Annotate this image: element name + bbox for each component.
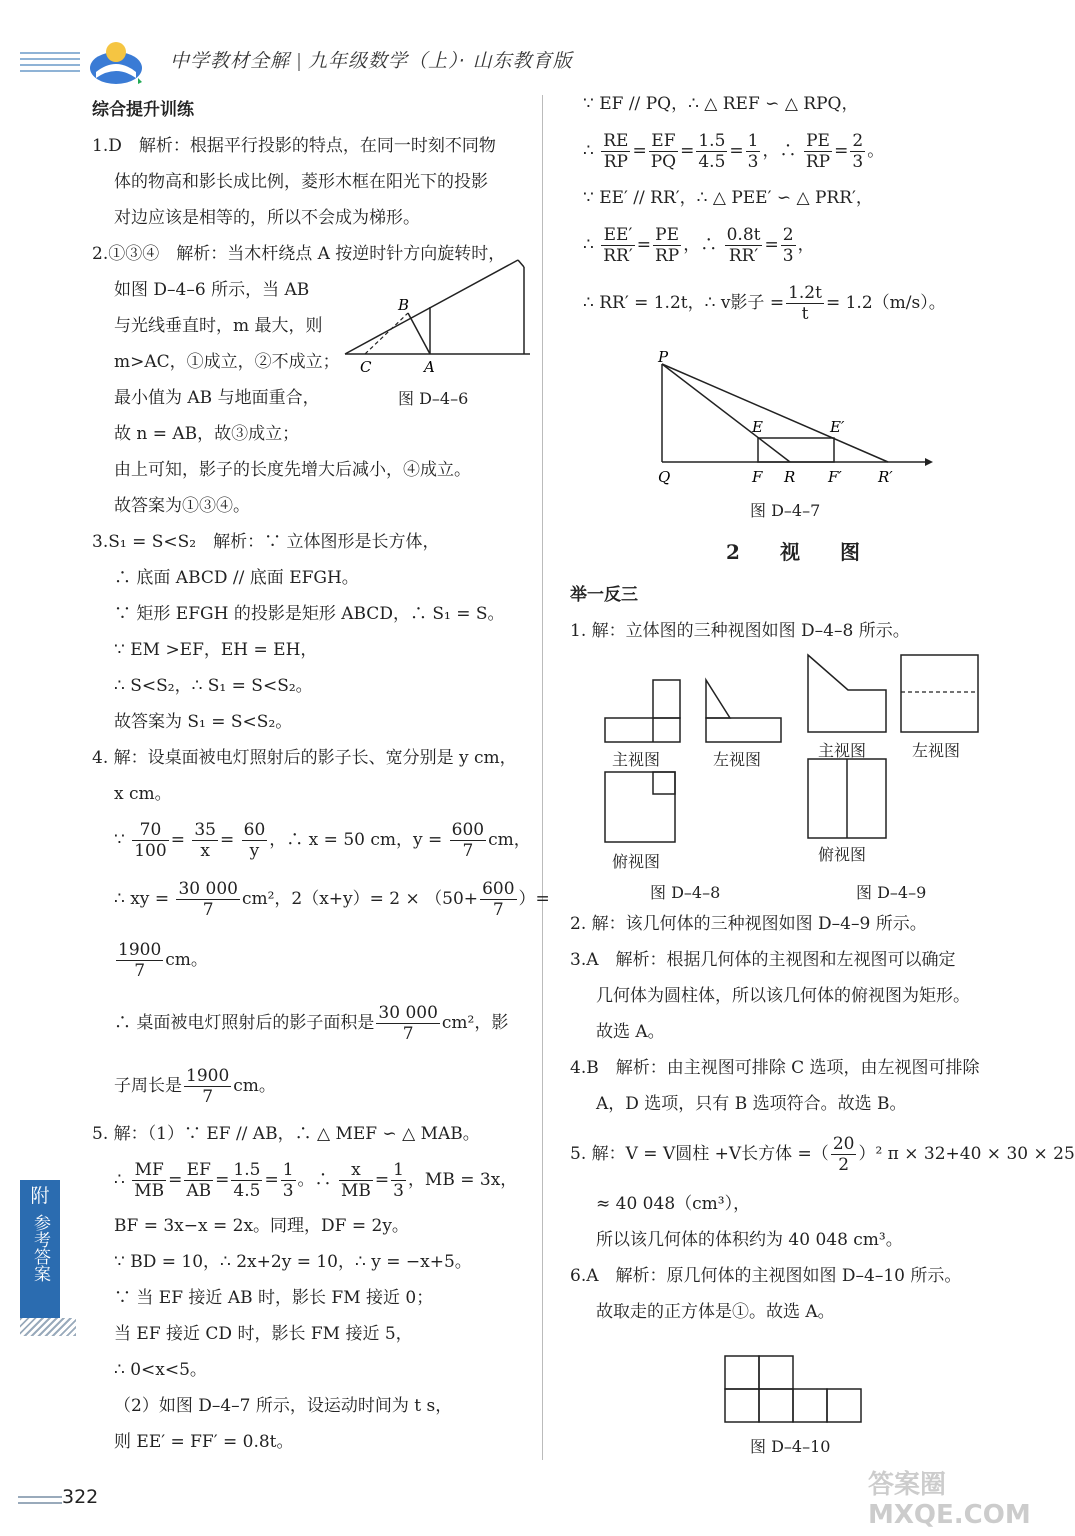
s3-line: 3.A 解析：根据几何体的主视图和左视图可以确定 [570,950,956,970]
front-view-label: 主视图 [612,750,661,769]
s5-line: ≈ 40 048（cm³）， [596,1194,751,1214]
book-logo-icon [88,38,144,86]
q4-equation-2: ∴ xy = $\frac{30 000}{7}$ cm²，2（x+y）= 2 × （50+ $\frac{600}{7}$ ）= [114,879,550,920]
q4-equation-5: 子周长是 $\frac{1900}{7}$ cm。 [114,1066,276,1107]
label-f-prime: F′ [828,468,842,486]
r-equation-3: ∴ RR′ = 1.2t，∴ v影子 = $\frac{1.2t}{t}$ = 1.2（m/s）。 [583,283,946,324]
figure-caption: 图 D–4–6 [398,389,469,408]
page-number: 322 [62,1486,99,1508]
figure-d-4-7 [650,348,935,490]
q3-line: 故答案为 S₁ = S<S₂。 [114,712,293,732]
tab-decoration [20,1318,76,1336]
appendix-tab [20,1180,60,1319]
top-view-label: 俯视图 [612,852,661,871]
q5-line: ∴ 0<x<5。 [114,1360,207,1380]
label-a: A [424,358,435,376]
r-equation-1: ∴ $\frac{RE}{RP}$ = $\frac{EF}{PQ}$ = $\frac{1.5}{4.5}$ = $\frac{1}{3}$ ，∴ $\frac{PE}{RP}$ = $\frac{2}{3}$ 。 [583,131,885,172]
answer-key-label: 参考答案 [30,1214,50,1282]
label-e: E [752,418,763,436]
s6-line: 6.A 解析：原几何体的主视图如图 D–4–10 所示。 [570,1266,962,1286]
column-divider [542,95,543,1460]
label-r: R [784,468,796,486]
q5-line: 则 EE′ = FF′ = 0.8t。 [114,1432,294,1452]
section-title: 2 视 图 [726,540,870,564]
figure-caption: 图 D–4–10 [750,1437,831,1456]
q2-line: 2.①③④ 解析：当木杆绕点 A 按逆时针方向旋转时， [92,244,506,264]
q3-line: ∵ 矩形 EFGH 的投影是矩形 ABCD，∴ S₁ = S。 [114,604,505,624]
q4-equation-4: ∴ 桌面被电灯照射后的影子面积是 $\frac{30 000}{7}$ cm²，影 [114,1003,509,1044]
q5-line: 当 EF 接近 CD 时，影长 FM 接近 5， [114,1324,413,1344]
q4-equation-1: ∵ $\frac{70}{100}$ = $\frac{35}{x}$ = $\frac{60}{y}$ ，∴ x = 50 cm，y = $\frac{600}{7}$ cm， [114,820,531,861]
q4-line: 4. 解：设桌面被电灯照射后的影子长、宽分别是 y cm， [92,748,517,768]
q3-line: ∴ S<S₂，∴ S₁ = S<S₂。 [114,676,313,696]
section-heading: 举一反三 [570,585,638,605]
figure-d-4-6 [340,255,535,375]
q2-line: 如图 D–4–6 所示，当 AB [114,280,310,300]
s1-line: 1. 解：立体图的三种视图如图 D–4–8 所示。 [570,621,910,641]
q5-line: ∵ BD = 10，∴ 2x+2y = 10，∴ y = −x+5。 [114,1252,472,1272]
label-e-prime: E′ [830,418,845,436]
left-view-label: 左视图 [912,741,961,760]
appendix-label: 附 [30,1185,50,1207]
q2-line: 故 n = AB，故③成立； [114,424,300,444]
r-line: ∵ EE′ // RR′，∴ △ PEE′ ∽ △ PRR′， [583,188,873,208]
q2-line: 故答案为①③④。 [114,496,250,516]
header-title [170,46,573,73]
q5-line: BF = 3x−x = 2x。同理，DF = 2y。 [114,1216,409,1236]
s4-line: 4.B 解析：由主视图可排除 C 选项，由左视图可排除 [570,1058,980,1078]
left-view-label: 左视图 [713,750,762,769]
q1-line: 对边应该是相等的，所以不会成为梯形。 [114,208,420,228]
figure-caption: 图 D–4–8 [650,883,721,902]
q3-line: ∵ EM >EF，EH = EH， [114,640,318,660]
label-p: P [658,348,669,366]
header-decoration [20,52,80,76]
q5-equation: ∴ $\frac{MF}{MB}$ = $\frac{EF}{AB}$ = $\frac{1.5}{4.5}$ = $\frac{1}{3}$ 。∴ $\frac{x}{MB}$ = $\frac{1}{3}$ ，MB = 3x， [114,1160,518,1201]
label-q: Q [658,468,671,486]
s2-line: 2. 解：该几何体的三种视图如图 D–4–9 所示。 [570,914,927,934]
figure-caption: 图 D–4–9 [856,883,927,902]
label-r-prime: R′ [878,468,893,486]
front-view-label: 主视图 [818,741,867,760]
page-header [0,0,1050,95]
figure-d-4-10 [720,1352,865,1426]
s3-line: 几何体为圆柱体，所以该几何体的俯视图为矩形。 [596,986,970,1006]
label-c: C [360,358,372,376]
page-number-decoration [18,1496,62,1508]
q4-equation-3: $\frac{1900}{7}$ cm。 [118,940,208,981]
q2-line: 与光线垂直时，m 最大，则 [114,316,323,336]
right-column-mid [570,577,1030,649]
s5-equation: 5. 解：V = V圆柱 +V长方体 =（ $\frac{20}{2}$ ）² π × 32+40 × 30 × 25 [570,1134,1075,1175]
label-b: B [398,296,410,314]
q1-line: 1.D 解析：根据平行投影的特点，在同一时刻不同物 [92,136,496,156]
q5-line: 5. 解：（1）∵ EF // AB，∴ △ MEF ∽ △ MAB。 [92,1124,480,1144]
s4-line: A，D 选项，只有 B 选项符合。故选 B。 [596,1094,907,1114]
book-subtitle: 九年级数学（上）· 山东教育版 [308,50,573,72]
q5-line: ∵ 当 EF 接近 AB 时，影长 FM 接近 0； [114,1288,434,1308]
section-heading: 综合提升训练 [92,100,194,120]
book-title: 中学教材全解 [170,50,291,72]
s6-line: 故取走的正方体是①。故选 A。 [596,1302,835,1322]
figure-caption: 图 D–4–7 [750,501,821,520]
q2-line: m>AC，①成立，②不成立； [114,352,340,372]
right-column-bottom [570,906,1075,1330]
r-equation-2: ∴ $\frac{EE'}{RR'}$ = $\frac{PE}{RP}$ ，∴ $\frac{0.8t}{RR'}$ = $\frac{2}{3}$ ， [583,225,815,266]
s3-line: 故选 A。 [596,1022,665,1042]
s5-line: 所以该几何体的体积约为 40 048 cm³。 [596,1230,903,1250]
q3-line: 3.S₁ = S<S₂ 解析：∵ 立体图形是长方体， [92,532,440,552]
q3-line: ∴ 底面 ABCD // 底面 EFGH。 [114,568,359,588]
q4-line: x cm。 [114,784,172,804]
r-line: ∵ EF // PQ，∴ △ REF ∽ △ RPQ， [583,94,859,114]
top-view-label: 俯视图 [818,845,867,864]
label-f: F [752,468,763,486]
q5-line: （2）如图 D–4–7 所示，设运动时间为 t s， [114,1396,453,1416]
q1-line: 体的物高和影长成比例，菱形木框在阳光下的投影 [114,172,488,192]
q2-line: 由上可知，影子的长度先增大后减小，④成立。 [114,460,471,480]
q2-line: 最小值为 AB 与地面重合， [114,388,320,408]
right-column-top [583,86,1028,332]
watermark: 答案圈 MXQE.COM [868,1470,1031,1530]
